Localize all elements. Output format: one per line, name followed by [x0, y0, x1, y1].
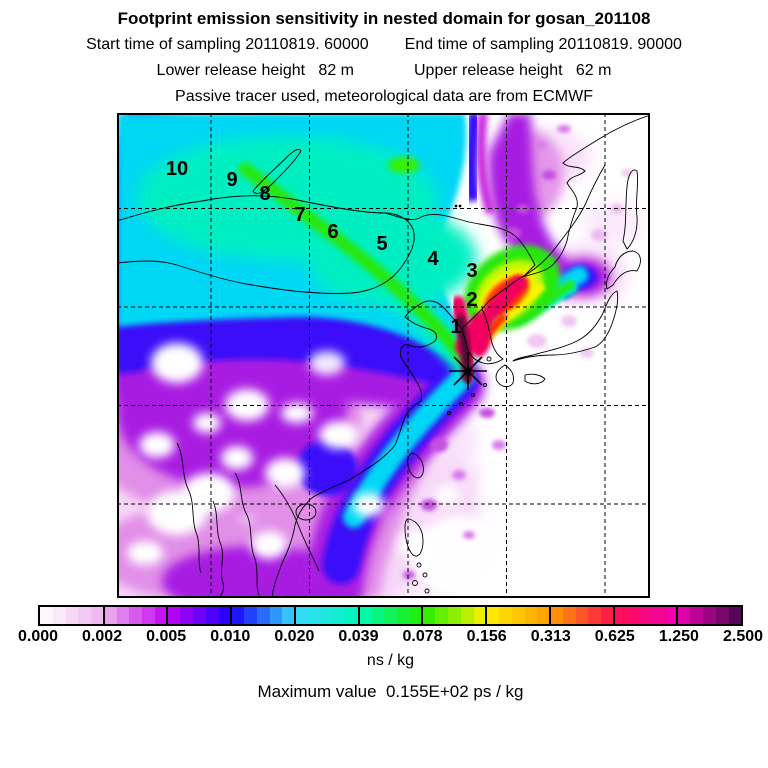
- trajectory-hour-label: 1: [450, 316, 462, 338]
- colorbar-tick-label: 0.039: [338, 628, 379, 645]
- colorbar-tick-label: 0.010: [210, 628, 251, 645]
- figure-title: Footprint emission sensitivity in nested domain for gosan_201108: [117, 9, 651, 28]
- colorbar-tick-label: 0.313: [530, 628, 571, 645]
- colorbar-tick-label: 0.156: [466, 628, 507, 645]
- trajectory-hour-label: 8: [259, 183, 271, 205]
- colorbar-units-label: ns / kg: [366, 652, 415, 669]
- colorbar-tick-label: 0.005: [146, 628, 187, 645]
- trajectory-hour-label: 7: [294, 204, 306, 226]
- figure-header: [0, 6, 768, 110]
- gosan-receptor-star: [449, 352, 487, 390]
- trajectory-hour-label: 5: [376, 233, 388, 255]
- trajectory-hour-label: 3: [466, 260, 478, 282]
- colorbar-tick-label: 0.000: [17, 628, 59, 645]
- footprint-map: [117, 113, 650, 598]
- colorbar-tick-label: 2.500: [722, 628, 764, 645]
- footprint-map-svg: [117, 113, 650, 598]
- sampling-times-line: [0, 32, 768, 58]
- tracer-info-label: Passive tracer used, meteorological data are from ECMWF: [175, 88, 593, 105]
- lower-release-label: Lower release height 82 m: [156, 62, 354, 79]
- colorbar-tick-labels: [17, 628, 764, 648]
- release-heights-line: [0, 58, 768, 84]
- colorbar-dividers: [40, 607, 741, 624]
- trajectory-hour-label: 4: [427, 248, 439, 270]
- trajectory-hour-label: 9: [226, 169, 238, 191]
- trajectory-hour-label: 2: [466, 289, 478, 311]
- colorbar-tick-label: 1.250: [658, 628, 699, 645]
- colorbar-tick-label: 0.002: [82, 628, 123, 645]
- colorbar-tick-label: 0.625: [594, 628, 635, 645]
- plume-layers: [117, 113, 642, 598]
- trajectory-hour-label: 10: [165, 158, 189, 180]
- colorbar-tick-label: 0.020: [274, 628, 315, 645]
- colorbar: [38, 605, 743, 626]
- maximum-value-label: Maximum value 0.155E+02 ps / kg: [257, 682, 524, 701]
- sampling-start-label: Start time of sampling 20110819. 60000: [86, 36, 369, 53]
- sampling-end-label: End time of sampling 20110819. 90000: [404, 36, 682, 53]
- upper-release-label: Upper release height 62 m: [414, 62, 612, 79]
- colorbar-tick-label: 0.078: [402, 628, 443, 645]
- trajectory-hour-label: 6: [327, 221, 339, 243]
